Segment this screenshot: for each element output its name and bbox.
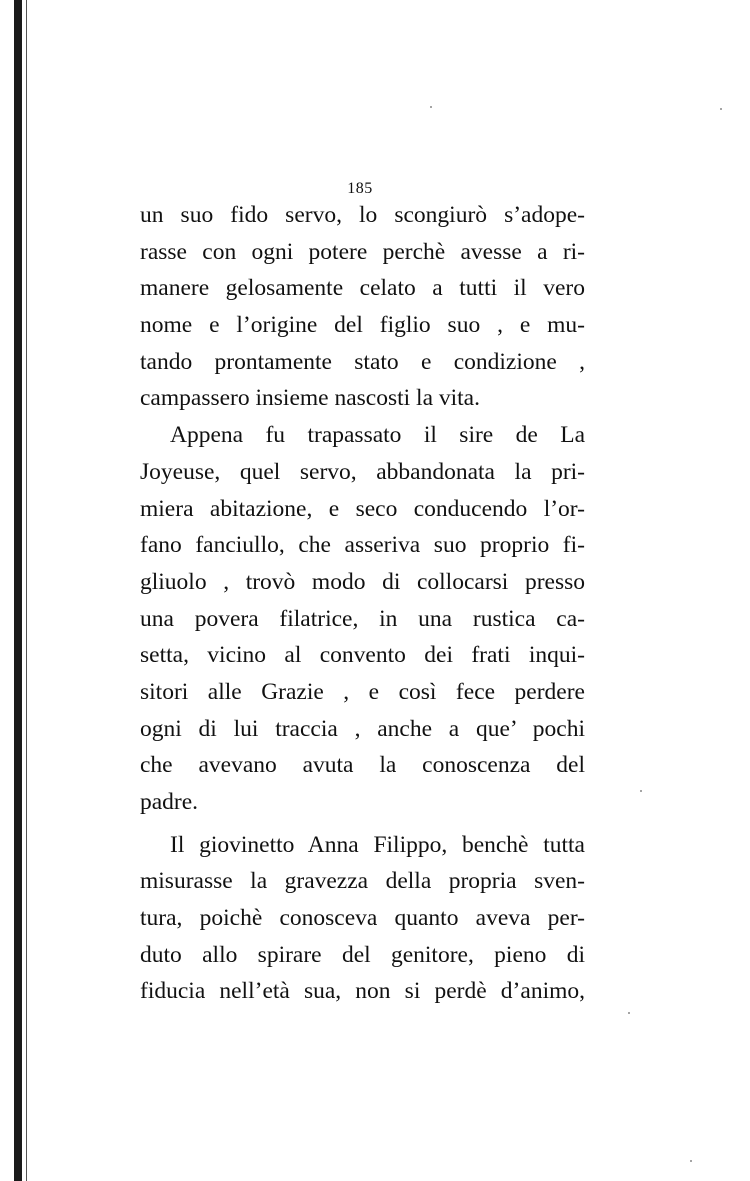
body-text <box>140 197 585 1010</box>
paper-speck <box>720 108 722 110</box>
page-binding-shadow <box>26 0 27 1181</box>
text-line: ogni di lui traccia , anche a que’ pochi <box>140 715 585 742</box>
paper-speck <box>690 1160 692 1162</box>
text-line: setta, vicino al convento dei frati inqui- <box>140 642 585 669</box>
paper-speck <box>640 790 642 792</box>
text-line: padre. <box>140 789 199 815</box>
text-line: rasse con ogni potere perchè avesse a ri- <box>140 238 585 265</box>
text-line: tando prontamente stato e condizione , <box>140 348 585 375</box>
text-line: misurasse la gravezza della propria sven- <box>140 868 585 895</box>
text-line: tura, poichè conosceva quanto aveva per- <box>140 905 585 932</box>
text-line: Joyeuse, quel servo, abbandonata la pri- <box>140 458 585 485</box>
text-line-indented: Il giovinetto Anna Filippo, benchè tutta <box>170 831 585 858</box>
text-line: fano fanciullo, che asseriva suo proprio fi- <box>140 532 585 559</box>
paper-speck <box>430 106 432 108</box>
text-line: campassero insieme nascosti la vita. <box>140 385 480 412</box>
text-line: nome e l’origine del figlio suo , e mu- <box>140 312 585 339</box>
page-binding-edge <box>14 0 22 1181</box>
text-line-indented: Appena fu trapassato il sire de La <box>170 422 585 449</box>
text-line: una povera filatrice, in una rustica ca- <box>140 605 585 632</box>
page-number: 185 <box>347 180 373 197</box>
text-line: manere gelosamente celato a tutti il vero <box>140 275 585 302</box>
text-line: sitori alle Grazie , e così fece perdere <box>140 678 585 705</box>
text-line: miera abitazione, e seco conducendo l’or- <box>140 495 585 522</box>
text-line: gliuolo , trovò modo di collocarsi presso <box>140 568 585 595</box>
text-line: che avevano avuta la conoscenza del <box>140 752 585 779</box>
text-line: fiducia nell’età sua, non si perdè d’animo, <box>140 978 585 1005</box>
text-line: un suo fido servo, lo scongiurò s’adope- <box>140 202 585 228</box>
text-line: duto allo spirare del genitore, pieno di <box>140 941 585 968</box>
paper-speck <box>628 1012 630 1014</box>
